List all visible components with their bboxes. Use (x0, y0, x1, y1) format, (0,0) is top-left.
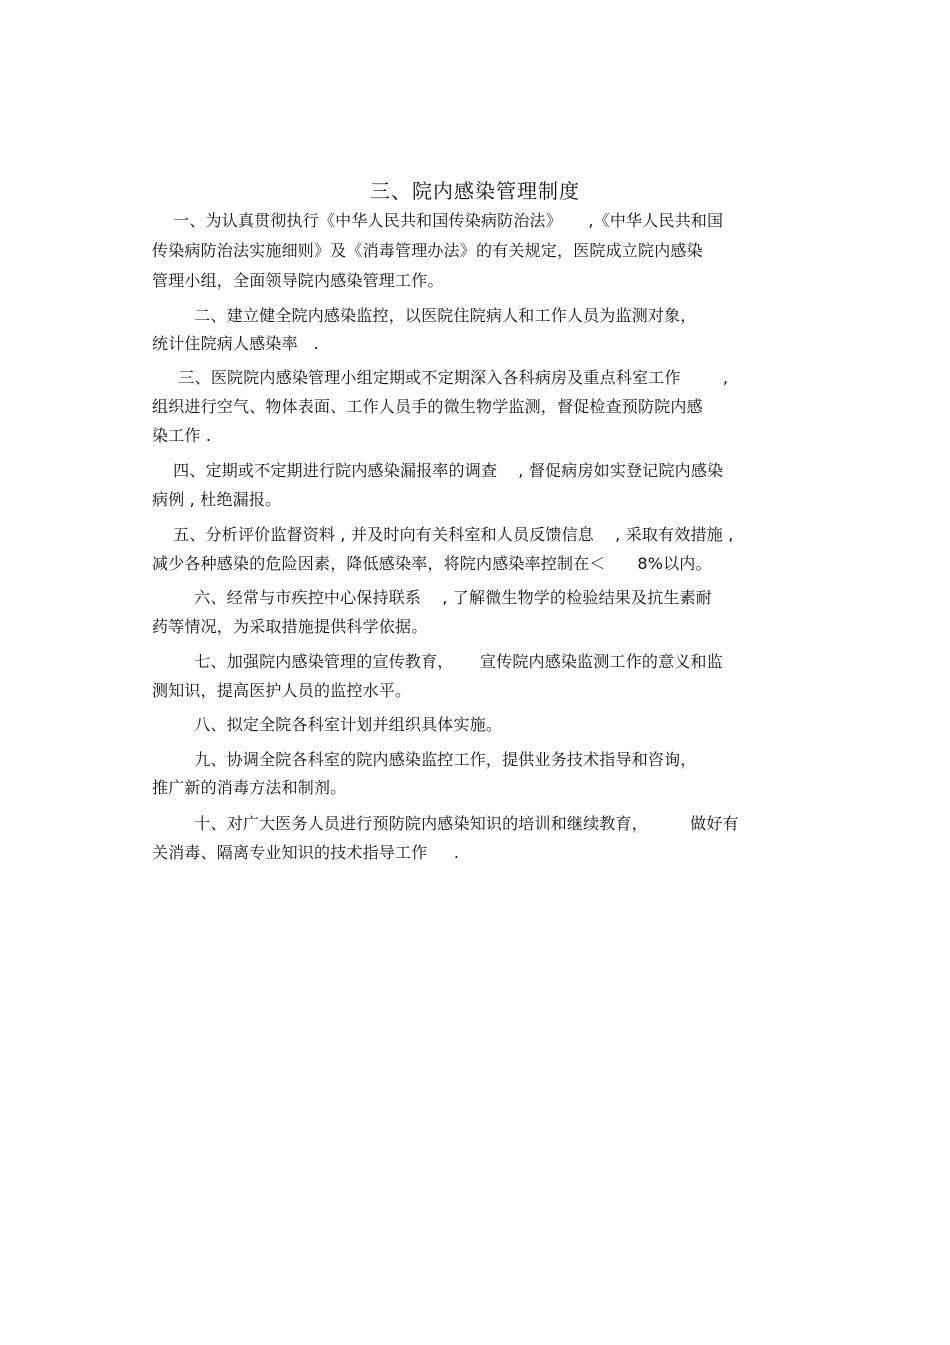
paragraph-2-line-2: 统计住院病人感染率 . (152, 334, 319, 353)
document-title: 三、院内感染管理制度 (370, 179, 580, 203)
paragraph-5-line-1: 五、分析评价监督资料 , 并及时向有关科室和人员反馈信息 , 采取有效措施 , (152, 525, 734, 544)
paragraph-3-line-1: 三、医院院内感染管理小组定期或不定期深入各科病房及重点科室工作 , (152, 368, 729, 387)
paragraph-10-line-1: 十、对广大医务人员进行预防院内感染知识的培训和继续教育， 做好有 (152, 814, 739, 833)
paragraph-4-line-2: 病例 , 杜绝漏报。 (152, 490, 282, 509)
paragraph-1-line-2: 传染病防治法实施细则》及《消毒管理办法》的有关规定，医院成立院内感染 (152, 241, 703, 260)
paragraph-9-line-2: 推广新的消毒方法和制剂。 (152, 778, 347, 797)
paragraph-6-line-2: 药等情况，为采取措施提供科学依据。 (152, 617, 428, 636)
paragraph-7-line-2: 测知识，提高医护人员的监控水平。 (152, 681, 412, 700)
paragraph-8-line-1: 八、拟定全院各科室计划并组织具体实施。 (152, 715, 503, 734)
paragraph-2-line-1: 二、建立健全院内感染监控，以医院住院病人和工作人员为监测对象， (152, 306, 697, 325)
paragraph-3-line-2: 组织进行空气、物体表面、工作人员手的微生物学监测，督促检查预防院内感 (152, 397, 703, 416)
paragraph-1-line-1: 一、为认真贯彻执行《中华人民共和国传染病防治法》 ,《中华人民共和国 (152, 211, 724, 230)
paragraph-7-line-1: 七、加强院内感染管理的宣传教育， 宣传院内感染监测工作的意义和监 (152, 652, 723, 671)
paragraph-3-line-3: 染工作 . (152, 426, 212, 445)
paragraph-10-line-2: 关消毒、隔离专业知识的技术指导工作 . (152, 843, 460, 862)
paragraph-6-line-1: 六、经常与市疾控中心保持联系 , 了解微生物学的检验结果及抗生素耐 (152, 588, 713, 607)
paragraph-5-line-2: 减少各种感染的危险因素，降低感染率，将院内感染率控制在＜ 8%以内。 (152, 554, 712, 573)
paragraph-9-line-1: 九、协调全院各科室的院内感染监控工作，提供业务技术指导和咨询， (152, 750, 697, 769)
paragraph-1-line-3: 管理小组，全面领导院内感染管理工作。 (152, 271, 444, 290)
paragraph-4-line-1: 四、定期或不定期进行院内感染漏报率的调查 , 督促病房如实登记院内感染 (152, 461, 724, 480)
